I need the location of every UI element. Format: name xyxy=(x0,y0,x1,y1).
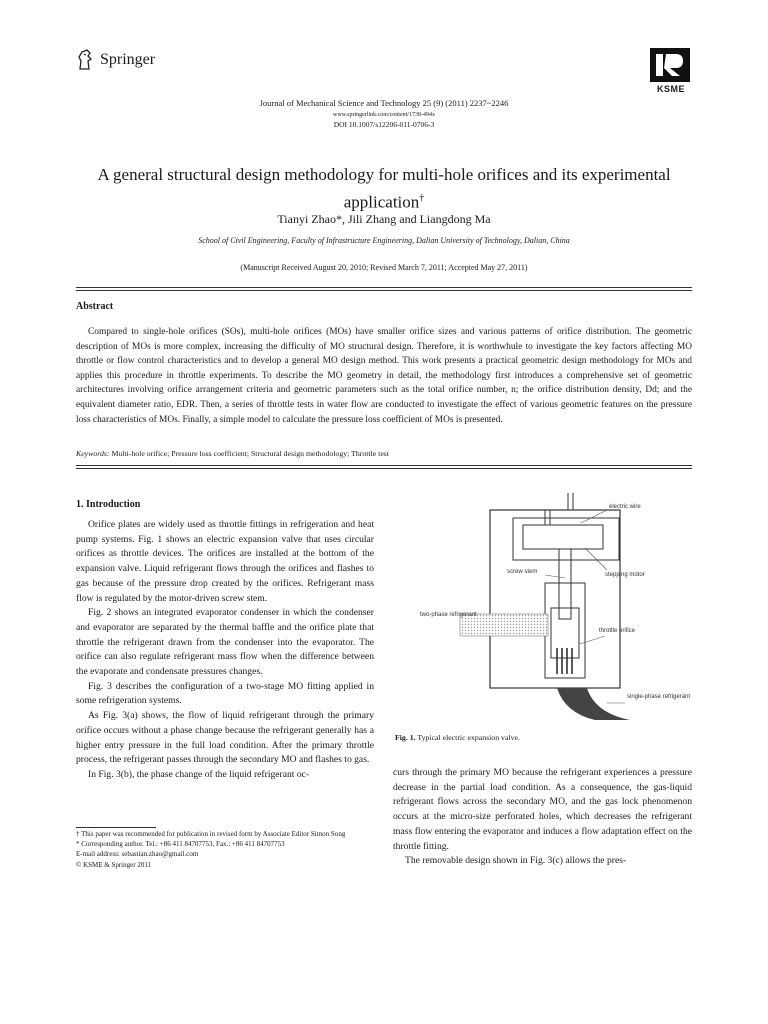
paragraph: As Fig. 3(a) shows, the flow of liquid refrigerant through the primary orifice occurs without a phase change because the refrigerant generally has a higher entry pressure in the full load condition. After the primary throttle process, the refrigerant passes through the secondary MO and flashes to gas. xyxy=(76,710,374,766)
section-heading: 1. Introduction xyxy=(76,499,141,510)
keywords-label: Keywords: xyxy=(76,449,110,458)
footnote: † This paper was recommended for publication in revised form by Associate Editor Simon Song xyxy=(76,830,346,838)
divider xyxy=(76,468,692,469)
single-phase-outlet xyxy=(557,688,630,720)
springer-logo xyxy=(76,49,155,71)
paragraph: Fig. 2 shows an integrated evaporator condenser in which the condenser and evaporator are separated by the thermal baffle and the orifice plate that throttle the refrigerant drawn from the condenser into the evaporator. The orifice can also regulate refrigerant mass flow when the difference between the evaporate and condensate pressures changes. xyxy=(76,607,374,678)
footnote: © KSME & Springer 2011 xyxy=(76,860,152,869)
expansion-valve-diagram xyxy=(395,488,695,720)
keywords xyxy=(76,449,692,458)
journal-doi: DOI 10.1007/s12206-011-0706-3 xyxy=(333,120,435,129)
valve-housing xyxy=(490,510,620,688)
footnote: * Corresponding author. Tel.: +86 411 84707753, Fax.: +86 411 84707753 xyxy=(76,840,285,849)
paragraph: Fig. 3 describes the configuration of a two-stage MO fitting applied in some refrigeration systems. xyxy=(76,680,374,707)
figure-1 xyxy=(395,488,695,720)
label-stepping-motor: stepping motor xyxy=(605,572,645,578)
authors: Tianyi Zhao*, Jili Zhang and Liangdong Ma xyxy=(277,212,491,226)
divider xyxy=(76,290,692,291)
paper-title: A general structural design methodology for multi-hole orifices and its experimental application† xyxy=(97,165,671,212)
intro-left-column xyxy=(76,518,374,783)
springer-horse-icon xyxy=(76,49,94,71)
title-mark: † xyxy=(419,193,425,204)
paragraph: The removable design shown in Fig. 3(c) allows the pres- xyxy=(405,855,627,867)
figure-caption-text: Typical electric expansion valve. xyxy=(417,733,520,742)
label-single-phase: single-phase refrigerant xyxy=(627,694,691,700)
figure-caption xyxy=(395,733,520,742)
ksme-emblem-icon xyxy=(650,48,690,82)
ksme-label: KSME xyxy=(656,84,685,94)
footnotes xyxy=(76,829,376,870)
affiliation: School of Civil Engineering, Faculty of Infrastructure Engineering, Dalian University of Technology, Dalian, China xyxy=(198,236,570,245)
intro-right-column xyxy=(393,766,692,869)
label-two-phase: two-phase refrigerant xyxy=(420,612,477,618)
ksme-logo xyxy=(650,48,692,94)
divider xyxy=(76,287,692,288)
stepping-motor xyxy=(523,525,603,549)
footnote: E-mail address: sebastian.zhao@gmail.com xyxy=(76,850,199,859)
journal-citation: Journal of Mechanical Science and Technology 25 (9) (2011) 2237~2246 xyxy=(259,98,509,108)
journal-web: www.springerlink.com/content/1738-494x xyxy=(333,112,435,118)
label-electric-wire: electric wire xyxy=(609,504,641,510)
divider xyxy=(76,465,692,466)
paragraph: Orifice plates are widely used as throttle fittings in refrigeration and heat pump systems. Fig. 1 shows an electric expansion valve that uses circular orifices as throttle devices. The orifices are installed at the bottom of the expansion valve. Liquid refrigerant flows through the orifices and flashes to gas because of the pressure drop created by the orifices. Refrigerant mass flow is regulated by the motor-driven screw stem. xyxy=(76,519,374,604)
throttle-orifices xyxy=(557,648,572,674)
publisher-name: Springer xyxy=(100,51,156,68)
label-screw-stem: screw stem xyxy=(507,569,538,575)
paragraph: curs through the primary MO because the refrigerant experiences a pressure decrease in the partial load condition. As a consequence, the gas-liquid refrigerant flows across the secondary MO, and the gas lock phenomenon occurs at the micro-size perforated holes, which decreases the refrigerant mass flow entering the evaporator and induces a flow adaptation effect on the throttle fitting. xyxy=(393,767,692,852)
figure-caption-label: Fig. 1. xyxy=(395,733,416,742)
abstract-heading: Abstract xyxy=(76,301,114,312)
keywords-text: Multi-hole orifice; Pressure loss coefficient; Structural design methodology; Throttle test xyxy=(111,449,389,458)
abstract-text: Compared to single-hole orifices (SOs), multi-hole orifices (MOs) have smaller orifice sizes and various patterns of orifice distribution. The geometric description of MOs is more complex, increasing the difficulty of MO structural design. Therefore, it is worthwhule to investigate the key factors affecting MO throttle or flow control characteristics and to develop a general MO design method. This work presents a practical geometric design methodology for MOs and applies this procedure in throttle experiments. To describe the MO geometry in detail, the methodology first introduces a comprehensive set of geometric architectures involving orifice arrangement criteria and geometric parameters such as the total orifice number, n; the orifice distribution density, Dd; and the equivalent diameter ratio, EDR. Then, a series of throttle tests in water flow are conducted to investigate the effect of various geometric features on the pressure loss characteristics of MOs. Finally, a simple model to calculate the pressure loss coefficient of MOs is presented. xyxy=(76,327,692,425)
manuscript-dates: (Manuscript Received August 20, 2010; Revised March 7, 2011; Accepted May 27, 2011) xyxy=(240,263,528,272)
footnote-divider xyxy=(76,827,156,828)
label-throttle-orifice: throttle orifice xyxy=(599,628,636,634)
paragraph: In Fig. 3(b), the phase change of the liquid refrigerant oc- xyxy=(88,768,310,780)
